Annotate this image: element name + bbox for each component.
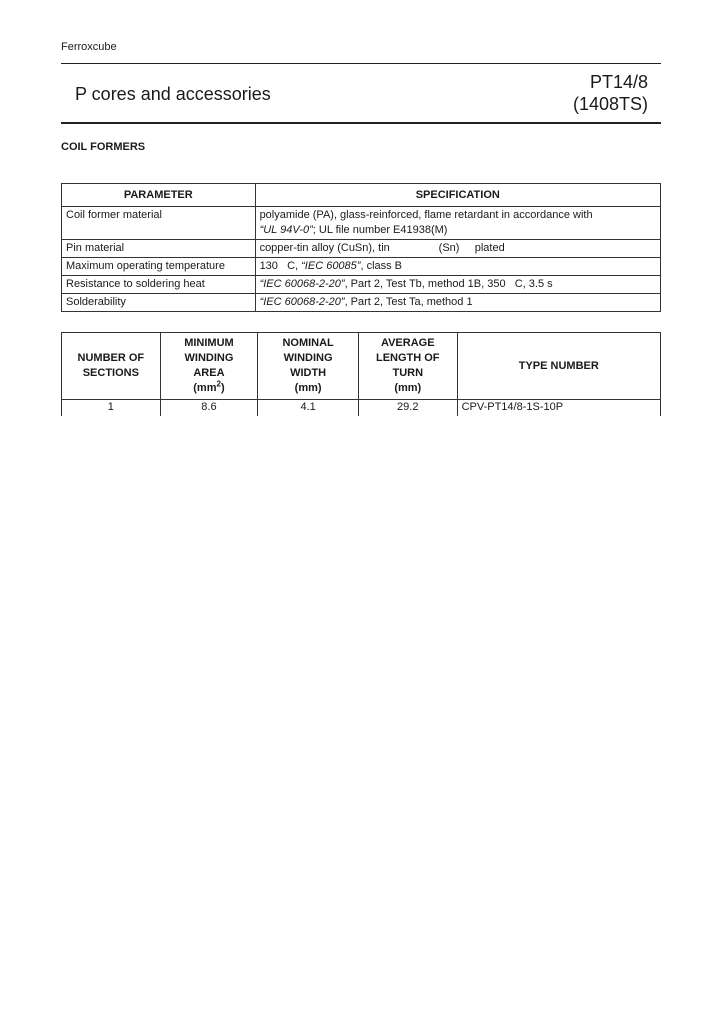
header-line: AVERAGE [380, 337, 435, 349]
standard-reference: “IEC 60085” [301, 260, 361, 272]
header-line: NUMBER OF [77, 352, 145, 364]
col-header-sections [62, 333, 161, 400]
header-line: WIDTH [290, 367, 327, 379]
col-header-parameter: PARAMETER [62, 184, 256, 207]
header-line: (mm) [294, 382, 322, 394]
header-line: WINDING [184, 352, 234, 364]
parameter-cell: Maximum operating temperature [62, 258, 256, 276]
col-header-winding-area [160, 333, 258, 400]
parameter-cell: Coil former material [62, 207, 256, 240]
header-rule-bottom [61, 122, 661, 124]
standard-reference: “IEC 60068-2-20” [259, 278, 345, 290]
standard-reference: “UL 94V-0” [259, 224, 313, 236]
col-header-turn-length [358, 333, 457, 400]
area-cell: 8.6 [160, 400, 258, 417]
specification-cell: copper-tin alloy (CuSn), tin (Sn) plated [255, 240, 660, 258]
part-number-line2: (1408TS) [572, 94, 648, 114]
header-line: LENGTH OF [375, 352, 440, 364]
spec-text: ; UL file number E41938(M) [312, 224, 448, 236]
standard-reference: “IEC 60068-2-20” [259, 296, 345, 308]
header-rule-top [61, 63, 661, 64]
specification-cell [255, 294, 660, 312]
parameter-cell: Pin material [62, 240, 256, 258]
spec-text: 130 C, [259, 260, 302, 272]
spec-text: , Part 2, Test Ta, method 1 [344, 296, 473, 308]
header-line: AREA [193, 367, 225, 379]
unit-close: ) [220, 382, 225, 394]
parameter-cell: Resistance to soldering heat [62, 276, 256, 294]
spec-header-row [62, 184, 661, 207]
col-header-specification: SPECIFICATION [255, 184, 660, 207]
company-name: Ferroxcube [61, 41, 117, 53]
sections-cell: 1 [62, 400, 161, 417]
section-heading: COIL FORMERS [61, 141, 146, 153]
specification-table [61, 183, 661, 312]
part-number-line1: PT14/8 [589, 72, 648, 92]
spec-text: , class B [360, 260, 403, 272]
document-title: P cores and accessories [75, 84, 271, 104]
header-line: SECTIONS [82, 367, 139, 379]
col-header-winding-width [258, 333, 359, 400]
spec-text: , Part 2, Test Tb, method 1B, 350 C, 3.5 s [344, 278, 553, 290]
specification-cell [255, 207, 660, 240]
unit-superscript: 2 [216, 379, 221, 389]
type-number-table [61, 332, 661, 416]
table-row [62, 207, 661, 240]
table-row [62, 276, 661, 294]
part-number [573, 71, 648, 115]
specification-cell [255, 276, 660, 294]
col-header-type-number: TYPE NUMBER [457, 333, 660, 400]
spec-text: polyamide (PA), glass-reinforced, flame retardant in accordance with [259, 209, 593, 221]
table-row [62, 294, 661, 312]
header-line: (mm) [394, 382, 422, 394]
unit-base: (mm [193, 382, 217, 394]
header-line: MINIMUM [184, 337, 234, 349]
width-cell: 4.1 [258, 400, 359, 417]
type-header-row [62, 333, 661, 400]
header-line: TURN [392, 367, 424, 379]
header-line: NOMINAL [282, 337, 334, 349]
header-line: WINDING [283, 352, 333, 364]
specification-cell [255, 258, 660, 276]
turn-cell: 29.2 [358, 400, 457, 417]
table-row [62, 240, 661, 258]
parameter-cell: Solderability [62, 294, 256, 312]
table-row [62, 258, 661, 276]
type-number-cell: CPV-PT14/8-1S-10P [457, 400, 660, 417]
table-row [62, 400, 661, 417]
